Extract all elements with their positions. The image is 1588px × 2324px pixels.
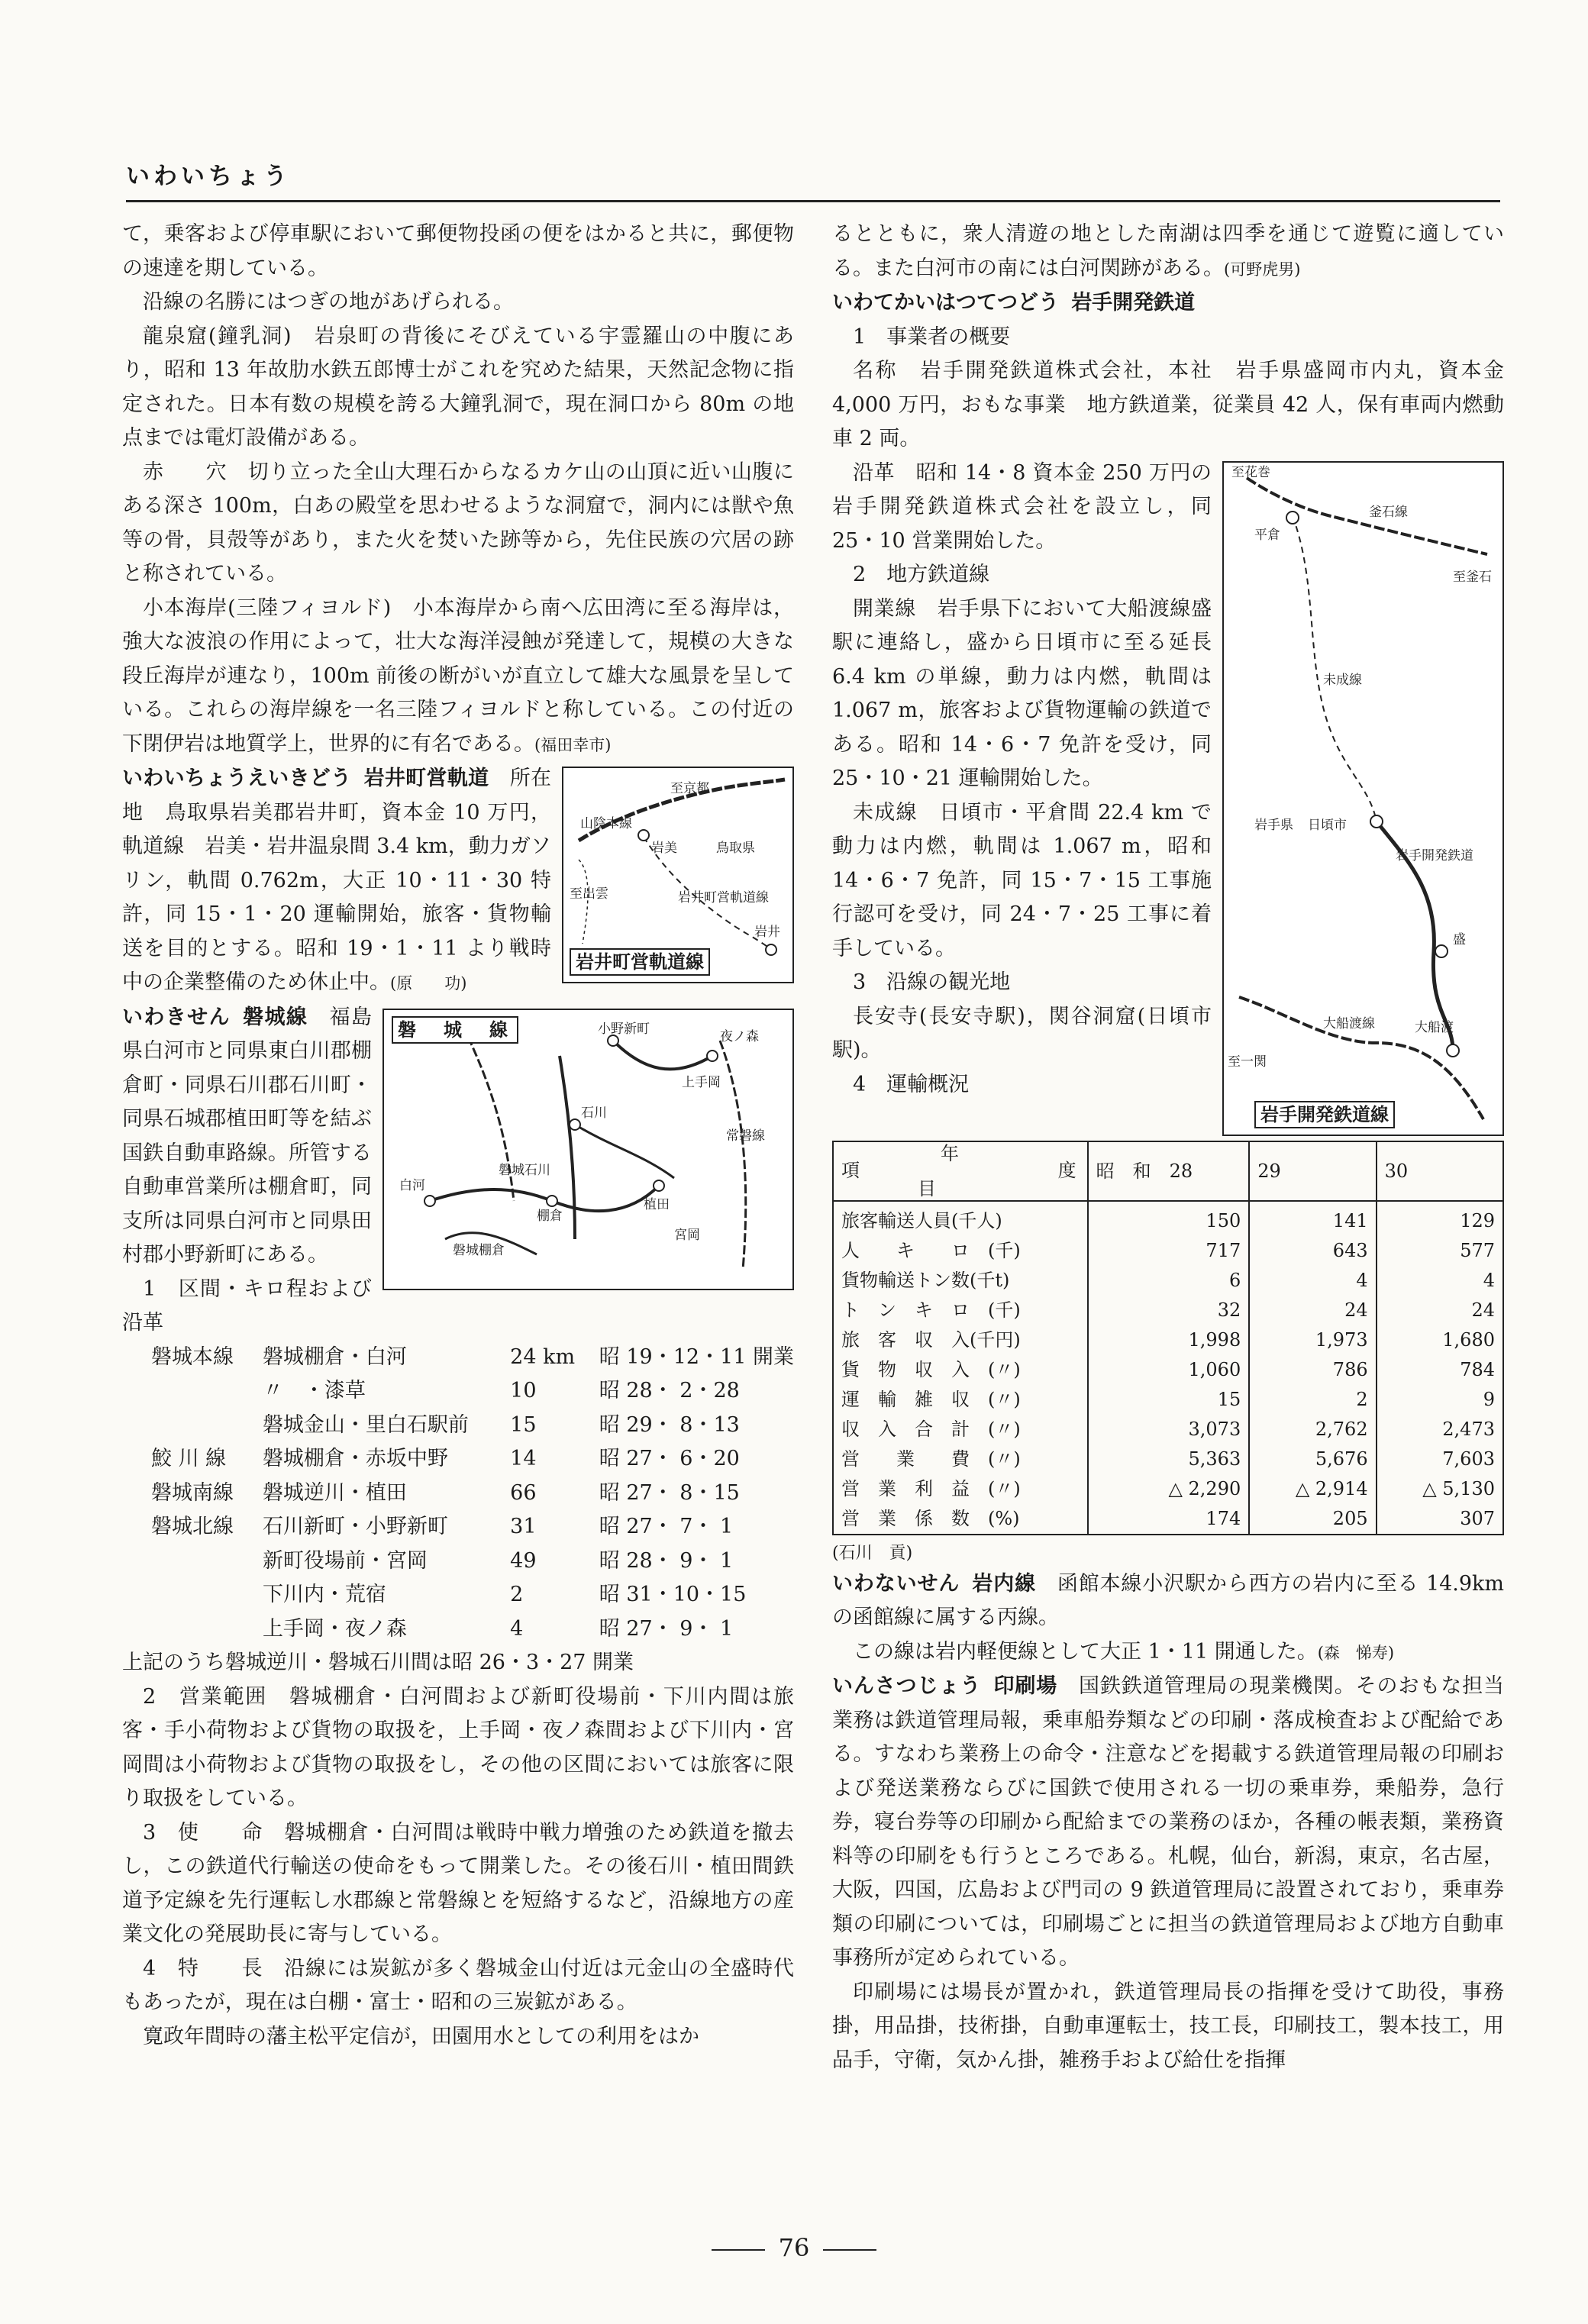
line-name: 磐城南線 (151, 1480, 234, 1505)
author-credit: (森 悌寿) (1317, 1643, 1395, 1662)
iwaki-route-map (382, 1009, 794, 1290)
section-title: 4 運輸概況 (853, 1072, 970, 1096)
route-line (430, 1186, 659, 1211)
stats-item: 旅 客 収 入(千円) (841, 1328, 1021, 1351)
entry-title: 岩手開発鉄道 (1071, 291, 1196, 315)
paragraph: 4 特 長 沿線には炭鉱が多く磐城金山付近は元金山の全盛時代もあったが，現在は白棚・富士・昭和の三炭鉱がある。 (122, 1956, 794, 2014)
stats-item: 営 業 費 (〃) (841, 1448, 1021, 1470)
map-place: 磐城棚倉 (453, 1242, 505, 1258)
iwai-station (766, 944, 776, 955)
map-place: 平倉 (1254, 527, 1280, 543)
map-place: 石川 (581, 1105, 607, 1121)
opened-date: 昭 27・ 8・15 (599, 1480, 740, 1505)
line-name: 磐城北線 (151, 1515, 234, 1538)
iwate-map-drawing (1224, 463, 1502, 1135)
onoshinmachi-station (608, 1035, 618, 1046)
table-corner-header (833, 1141, 1088, 1201)
stats-row (833, 1415, 1503, 1444)
section-title: 3 沿線の観光地 (853, 970, 1011, 994)
stats-value: 2,762 (1249, 1415, 1376, 1444)
stats-item: 営 業 利 益 (〃) (841, 1477, 1021, 1499)
corner-bottom: 目 (918, 1177, 936, 1199)
section-title: 1 事業者の概要 (853, 324, 1011, 349)
hiragura-station (1286, 512, 1299, 524)
paragraph-text: 小本海岸(三陸フィヨルド) 小本海岸から南へ広田湾に至る海岸は，強大な波浪の作用によって，壮大な海洋浸蝕が発達して，規模の大きな段丘海岸が連なり，100m 前後の断がいが直立して雄大な風景を呈している。これらの海岸線を一名三陸フィヨルドと称している。この付近の下閉伊岩は地質学上，世界的に有名である。 (122, 596, 794, 756)
footer-dash-left (712, 2249, 765, 2251)
section-row (122, 1544, 794, 1579)
yonomori-station (707, 1051, 718, 1061)
map-place: 上手岡 (682, 1074, 721, 1090)
section-name: 磐城金山・里白石駅前 (262, 1412, 469, 1437)
section-name: 磐城棚倉・赤坂中野 (262, 1447, 448, 1470)
stats-value: △ 5,130 (1377, 1474, 1503, 1504)
section-title: 2 地方鉄道線 (853, 563, 990, 586)
section-row (122, 1477, 794, 1511)
section-name: 磐城棚倉・白河 (262, 1344, 407, 1369)
opened-date: 昭 27・ 9・ 1 (599, 1616, 734, 1641)
map-place: 大船渡線 (1323, 1015, 1375, 1031)
map-place: 至釜石 (1453, 569, 1492, 585)
distance: 31 (510, 1515, 537, 1538)
entry-text: 所在地 鳥取県岩美郡岩井町，資本金 10 万円，軌道線 岩美・岩井温泉間 3.4 km，動力ガソリン，軌間 0.762m，大正 10・11・30 特許，同 15・1・20 運輸開始，旅客・貨物輸送を目的とする。昭和 19・1・11 より戦時中の企業整備のため休止中。 (122, 767, 552, 994)
distance: 4 (510, 1616, 524, 1641)
line-name (122, 1374, 263, 1409)
stats-item: 営 業 係 数 (%) (841, 1507, 1020, 1529)
paragraph: 沿線の名勝にはつぎの地があげられる。 (143, 290, 514, 314)
distance: 24 km (510, 1344, 576, 1369)
paragraph: 印刷場には場長が置かれ，鉄道管理局長の指揮を受けて助役，事務掛，用品掛，技術掛，自動車運転士，技工長，印刷技工，製本技工，用品手，守衛，気かん掛，雑務手および給仕を指揮 (832, 1980, 1504, 2072)
stats-value: 1,998 (1088, 1325, 1250, 1355)
entry-iwate (832, 286, 1504, 321)
paragraph (832, 218, 1504, 286)
map-place: 未成線 (1323, 672, 1362, 688)
corner-year: 年 (941, 1142, 959, 1164)
section-name: 磐城逆川・植田 (262, 1480, 407, 1505)
map-place: 日頃市 (1308, 817, 1347, 833)
entry-text: 函館本線小沢駅から西方の岩内に至る 14.9km の函館線に属する丙線。 (832, 1571, 1505, 1629)
map-caption: 磐 城 線 (392, 1016, 518, 1044)
stats-value: △ 2,914 (1249, 1474, 1376, 1504)
map-place: 鳥取県 (716, 841, 755, 856)
stats-value: 150 (1088, 1201, 1250, 1236)
paragraph: 寛政年間時の藩主松平定信が，田園用水としての利用をはか (143, 2024, 699, 2048)
transport-stats-table (832, 1141, 1504, 1535)
stats-value: 1,973 (1249, 1325, 1376, 1355)
entry-text: 福島県白河市と同県東白川郡棚倉町・同県石川郡石川町・同県石城郡植田町等を結ぶ国鉄自動車路線。所管する自動車営業所は棚倉町，同支所は同県白河市と同県田村郡小野新町にある。 (122, 1005, 373, 1267)
stats-row (833, 1325, 1503, 1355)
map-caption: 岩手開発鉄道線 (1254, 1101, 1395, 1128)
stats-value: 9 (1377, 1385, 1503, 1415)
map-place: 山陰本線 (580, 816, 632, 831)
year-header: 昭 和 28 (1088, 1141, 1250, 1201)
stats-row (833, 1474, 1503, 1504)
stats-value: 5,676 (1249, 1444, 1376, 1474)
map-caption: 岩井町営軌道線 (570, 948, 710, 976)
opened-date: 昭 28・ 2・28 (599, 1379, 740, 1402)
route-line (613, 1041, 712, 1069)
entry-headword: いわいちょうえいきどう (122, 767, 352, 790)
joban-line (720, 1041, 746, 1270)
entry-insatsujo (832, 1670, 1504, 1976)
stats-row (833, 1236, 1503, 1266)
running-header: いわいちょう (126, 163, 291, 190)
right-column (832, 218, 1504, 2077)
distance: 10 (510, 1379, 537, 1402)
distance: 14 (510, 1447, 537, 1470)
section-name: 石川新町・小野新町 (262, 1515, 448, 1538)
map-place: 至京都 (670, 781, 709, 796)
stats-value: 24 (1249, 1296, 1376, 1325)
stats-value: 786 (1249, 1355, 1376, 1385)
page-number: 76 (778, 2233, 810, 2262)
footer-dash-right (823, 2249, 876, 2251)
iwaki-map-drawing (384, 1010, 792, 1289)
section-name: 新町役場前・宮岡 (262, 1548, 428, 1573)
stats-row (833, 1385, 1503, 1415)
stats-value: 1,680 (1377, 1325, 1503, 1355)
section-table (122, 1341, 794, 1647)
line-name (122, 1544, 263, 1579)
paragraph-text: この線は岩内軽便線として大正 1・11 開通した。 (853, 1639, 1318, 1664)
section-name: 下川内・荒宿 (262, 1583, 386, 1606)
section-row (122, 1510, 794, 1544)
route-line (575, 1125, 674, 1178)
stats-value: 32 (1088, 1296, 1250, 1325)
paragraph (122, 592, 794, 763)
stats-item: 人 キ ロ (千) (841, 1239, 1021, 1261)
section-row (122, 1374, 794, 1409)
stats-value: 4 (1249, 1266, 1376, 1296)
entry-title: 磐城線 (243, 1005, 308, 1029)
stats-value: 307 (1377, 1504, 1503, 1535)
map-place: 岩井町営軌道線 (678, 890, 769, 905)
stats-value: 4 (1377, 1266, 1503, 1296)
author-credit: (福田幸市) (534, 735, 612, 754)
map-place: 小野新町 (598, 1021, 650, 1037)
map-place: 棚倉 (537, 1208, 563, 1224)
entry-title: 岩内線 (972, 1571, 1036, 1596)
stats-value: 784 (1377, 1355, 1503, 1385)
ueda-station (654, 1180, 664, 1191)
corner-degree: 度 (1057, 1159, 1076, 1181)
left-column (122, 218, 794, 2054)
section-name: 〃 ・漆草 (262, 1379, 366, 1402)
map-place: 岩手開発鉄道 (1396, 847, 1473, 863)
distance: 15 (510, 1412, 537, 1437)
map-place: 至出雲 (570, 886, 608, 902)
stats-value: 577 (1377, 1236, 1503, 1266)
distance: 2 (510, 1583, 524, 1606)
stats-row (833, 1444, 1503, 1474)
stats-value: 15 (1088, 1385, 1250, 1415)
stats-value: 5,363 (1088, 1444, 1250, 1474)
entry-headword: いわきせん (122, 1005, 231, 1029)
map-place: 白河 (399, 1177, 425, 1193)
stats-value: 3,073 (1088, 1415, 1250, 1444)
header-rule (126, 200, 1500, 202)
line-name: 鮫 川 線 (151, 1447, 227, 1470)
stats-value: 2,473 (1377, 1415, 1503, 1444)
paragraph: 未成線 日頃市・平倉間 22.4 km で動力は内燃，軌間は 1.067 m，昭和 14・6・7 免許，同 15・7・15 工事施行認可を受け，同 24・7・25 工事に着手している。 (832, 800, 1212, 960)
author-credit: (可野虎男) (1224, 260, 1301, 279)
stats-value: 205 (1249, 1504, 1376, 1535)
stats-row (833, 1504, 1503, 1535)
map-place: 至花巻 (1231, 464, 1270, 480)
stats-value: 7,603 (1377, 1444, 1503, 1474)
corner-item: 項 (841, 1159, 860, 1181)
section-title: 1 区間・キロ程および沿革 (122, 1277, 372, 1335)
paragraph: 長安寺(長安寺駅)，関谷洞窟(日頃市駅)。 (832, 1004, 1212, 1062)
section-row (122, 1409, 794, 1443)
section-name: 上手岡・夜ノ森 (262, 1616, 407, 1641)
entry-iwanai (832, 1567, 1504, 1635)
prefecture-border (579, 860, 588, 944)
stats-item: 運 輸 雑 収 (〃) (841, 1388, 1021, 1410)
stats-value: 24 (1377, 1296, 1503, 1325)
section-row (122, 1578, 794, 1612)
map-place: 釜石線 (1369, 504, 1408, 520)
stats-value: 1,060 (1088, 1355, 1250, 1385)
entry-text: 国鉄鉄道管理局の現業機関。そのおもな担当業務は鉄道管理局報，乗車船券類などの印刷・落成検査および配給である。すなわち業務上の命令・注意などを掲載する鉄道管理局報の印刷および発送業務ならびに国鉄で使用される一切の乗車券，乗船券，急行券，寝台券等の印刷から配給までの業務のほか，各種の帳表類，業務資料等の印刷をも行うところである。札幌，仙台，新潟，東京，名古屋，大阪，四国，広島および門司の 9 鉄道管理局に設置されており，乗車券類の印刷については，印刷場ごとに担当の鉄道管理局および地方自動車事務所が定められている。 (832, 1674, 1505, 1970)
opened-date: 昭 28・ 9・ 1 (599, 1548, 734, 1573)
stats-row (833, 1201, 1503, 1236)
map-place: 至一関 (1228, 1054, 1267, 1070)
distance: 49 (510, 1548, 537, 1573)
stats-value: 141 (1249, 1201, 1376, 1236)
map-place: 岩美 (651, 841, 677, 856)
stats-row (833, 1355, 1503, 1385)
stats-row (833, 1296, 1503, 1325)
paragraph: 赤 穴 切り立った全山大理石からなるカケ山の山頂に近い山腹にある深さ 100m，白あの殿堂を思わせるような洞窟で，洞内には獣や魚等の骨，貝殻等があり，また火を焚いた跡等から，先住民族の穴居の跡と称されている。 (122, 460, 794, 586)
stats-row (833, 1266, 1503, 1296)
line-name (122, 1409, 263, 1443)
entry-title: 岩井町営軌道 (363, 767, 489, 790)
author-credit: (原 功) (390, 974, 467, 993)
section-note: 上記のうち磐城逆川・磐城石川間は昭 26・3・27 開業 (122, 1651, 634, 1674)
paragraph: 3 使 命 磐城棚倉・白河間は戦時中戦力増強のため鉄道を撤去し，この鉄道代行輸送の使命をもって開業した。その後石川・植田間鉄道予定線を先行運転し水郡線と常磐線とを短絡するなど，沿線地方の産業文化の発展助長に寄与している。 (122, 1820, 794, 1946)
author-credit: (石川 貢) (832, 1543, 913, 1563)
iwami-station (638, 830, 649, 841)
tanagura-station (547, 1196, 557, 1206)
paragraph: て，乗客および停車駅において郵便物投函の便をはかると共に，郵便物の速達を期している。 (122, 222, 794, 280)
paragraph-text: るとともに，衆人清遊の地とした南湖は四季を通じて遊覧に適している。また白河市の南には白河関跡がある。 (832, 222, 1504, 280)
opened-date: 昭 27・ 6・20 (599, 1447, 740, 1470)
map-place: 植田 (644, 1196, 670, 1212)
map-place: 常磐線 (726, 1128, 765, 1144)
stats-value: 643 (1249, 1236, 1376, 1266)
map-place: 磐城石川 (499, 1162, 550, 1178)
stats-item: 収 入 合 計 (〃) (841, 1418, 1021, 1440)
ishikawa-station (570, 1119, 580, 1130)
map-place: 岩手県 (1254, 817, 1293, 833)
stats-value: 174 (1088, 1504, 1250, 1535)
iwate-railway-map (1222, 461, 1504, 1136)
year-header: 30 (1377, 1141, 1503, 1201)
page-footer (0, 2233, 1588, 2262)
opened-date: 昭 27・ 7・ 1 (599, 1515, 734, 1538)
opened-date: 昭 29・ 8・13 (599, 1412, 740, 1437)
paragraph (832, 1635, 1504, 1670)
stats-item: 貨 物 収 入 (〃) (841, 1358, 1021, 1380)
map-place: 夜ノ森 (720, 1028, 759, 1044)
stats-item: 貨物輸送トン数(千t) (841, 1269, 1010, 1291)
line-name (122, 1612, 263, 1647)
year-header: 29 (1249, 1141, 1376, 1201)
entry-iwaki (122, 1001, 794, 2054)
paragraph: 開業線 岩手県下において大船渡線盛駅に連絡し，盛から日頃市に至る延長 6.4 km の単線，動力は内燃，軌間は 1.067 m，旅客および貨物運輸の鉄道である。昭和 14・6・7 免許を受け，同 25・10・21 運輸開始した。 (832, 596, 1212, 790)
entry-headword: いんさつじょう (832, 1674, 982, 1698)
stats-value: 2 (1249, 1385, 1376, 1415)
paragraph: 名称 岩手開発鉄道株式会社，本社 岩手県盛岡市内丸，資本金 4,000 万円，おもな事業 地方鉄道業，従業員 42 人，保有車両内燃動車 2 両。 (832, 359, 1504, 450)
paragraph: 沿革 昭和 14・8 資本金 250 万円の岩手開発鉄道株式会社を設立し，同 25・10 営業開始した。 (832, 460, 1212, 553)
hikoroichi-station (1370, 815, 1383, 828)
paragraph: 龍泉窟(鐘乳洞) 岩泉町の背後にそびえている宇霊羅山の中腹にあり，昭和 13 年故肋水鉄五郎博士がこれを究めた結果，天然記念物に指定された。日本有数の規模を誇る大鐘乳洞で，現在洞口から 80m の地点までは電灯設備がある。 (122, 324, 794, 450)
section-row (122, 1612, 794, 1647)
opened-date: 昭 31・10・15 (599, 1583, 747, 1606)
map-place: 岩井 (754, 925, 780, 940)
paragraph: 2 営業範囲 磐城棚倉・白河間および新町役場前・下川内間は旅客・手小荷物および貨物の取扱を，上手岡・夜ノ森間および下川内・宮岡間は小荷物および貨物の取扱をし，その他の区間においては旅客に限り取扱をしている。 (122, 1684, 794, 1810)
opened-date: 昭 19・12・11 開業 (599, 1344, 794, 1369)
map-place: 大船渡 (1415, 1019, 1454, 1035)
entry-title: 印刷場 (993, 1674, 1058, 1698)
shirakawa-station (424, 1196, 435, 1206)
section-row (122, 1341, 794, 1375)
stats-item: ト ン キ ロ (千) (841, 1299, 1021, 1321)
entry-headword: いわてかいはつてつどう (832, 291, 1059, 315)
line-name (122, 1578, 263, 1612)
line-name: 磐城本線 (151, 1344, 234, 1369)
map-place: 盛 (1453, 931, 1466, 947)
stats-value: △ 2,290 (1088, 1474, 1250, 1504)
stats-value: 129 (1377, 1201, 1503, 1236)
kamaishi-line (1247, 478, 1487, 554)
stats-item: 旅客輸送人員(千人) (841, 1209, 1002, 1231)
unbuilt-line (1293, 516, 1377, 821)
section-row (122, 1442, 794, 1477)
stats-value: 6 (1088, 1266, 1250, 1296)
iwai-railway-map (562, 767, 794, 983)
entry-headword: いわないせん (832, 1571, 960, 1596)
distance: 66 (510, 1480, 537, 1505)
map-place: 宮岡 (674, 1227, 700, 1243)
ofunato-station (1447, 1044, 1459, 1057)
sakari-station (1435, 945, 1448, 957)
stats-value: 717 (1088, 1236, 1250, 1266)
